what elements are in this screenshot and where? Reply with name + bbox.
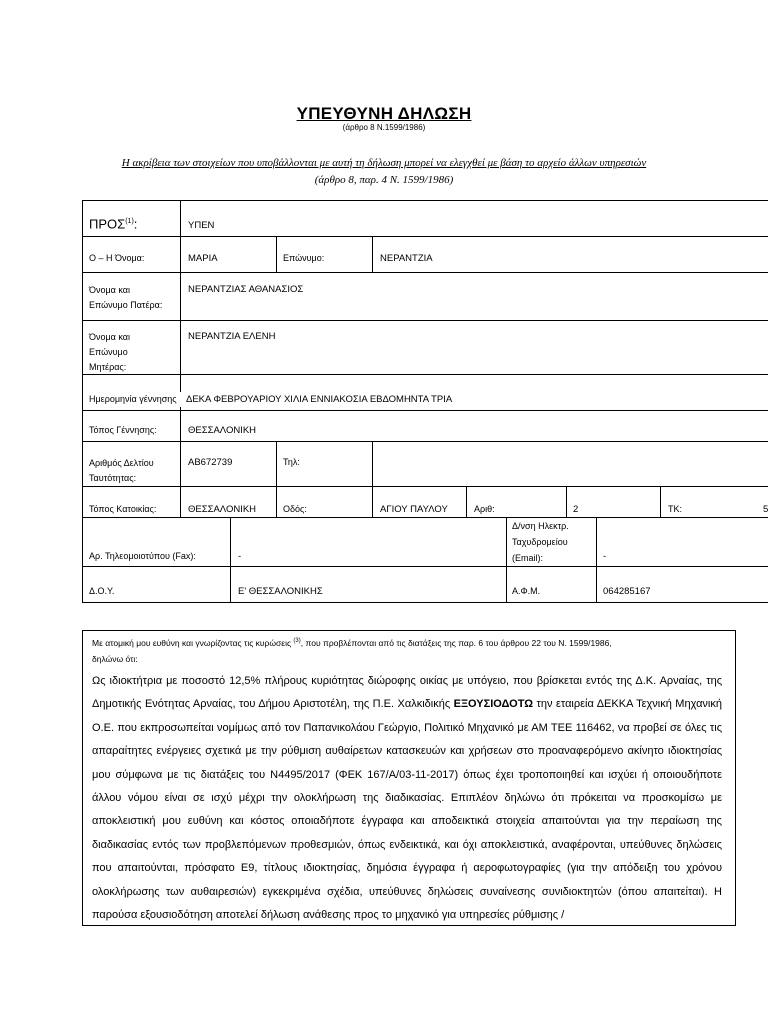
table-line bbox=[82, 320, 768, 321]
verification-notice: Η ακρίβεια των στοιχείων που υποβάλλονται με αυτή τη δήλωση μπορεί να ελεγχθεί με βάση το αρχείο άλλων υπηρεσιών bbox=[121, 157, 647, 169]
fax-value: - bbox=[238, 551, 242, 562]
first-name-value: ΜΑΡΙΑ bbox=[188, 253, 218, 264]
last-name-label: Επώνυμο: bbox=[283, 253, 325, 263]
table-line bbox=[82, 566, 768, 567]
declaration-intro-line2: δηλώνω ότι: bbox=[92, 653, 138, 664]
last-name-value: ΝΕΡΑΝΤΖΙΑ bbox=[380, 253, 433, 264]
birth-place-label: Τόπος Γέννησης: bbox=[89, 425, 157, 435]
pros-label: ΠΡΟΣ$^{(1)}$: bbox=[89, 216, 138, 232]
declaration-intro-line1: Με ατομική μου ευθύνη και γνωρίζοντας τις κυρώσεις $^{(3)}$, που προβλέπονται από τις διατάξεις της παρ. 6 του άρθρου 22 του Ν. 1599/1986, bbox=[92, 637, 612, 648]
table-line bbox=[180, 200, 181, 517]
afm-value: 064285167 bbox=[603, 586, 651, 597]
postal-code-value: 5 bbox=[763, 504, 768, 515]
table-line bbox=[276, 441, 277, 517]
postal-code-label: ΤΚ: bbox=[668, 504, 683, 514]
number-label: Αριθ: bbox=[474, 504, 495, 514]
declaration-text: Ως ιδιοκτήτρια με ποσοστό 12,5% πλήρους κυριότητας διώροφης οικίας με υπόγειο, που βρίσκεται εντός της Δ.Κ. Αρναίας, της Δημοτικής Ενότητας Αρναίας, του Δήμου Αριστοτέλη, της Π.Ε. Χαλκιδικής ΕΞΟΥΣΙΟΔΟΤΩ την εταιρεία ΔΕΚΚΑ Τεχνική Μηχανική Ο.Ε. που εκπροσωπείται νομίμως από τον Παπανικολάου Γεώργιο, Πολιτικό Μηχανικό με ΑΜ ΤΕΕ 116462, να προβεί σε όλες τις απαραίτητες ενέργειες σχετικά με την ρύθμιση αυθαίρετων κατασκευών και χρήσεων στο προαναφερόμενο ακίνητο ιδιοκτησίας μου σύμφωνα με τις διατάξεις του Ν4495/2017 (ΦΕΚ 167/Α/03-11-2017) όπως έχει τροποποιηθεί και ισχύει ή οποιουδήποτε άλλου νόμου είναι σε ισχύ μέχρι την ολοκλήρωση της διαδικασίας. Επιπλέον δηλώνω ότι πρόκειται να προσκομίσω με αποκλειστική μου ευθύνη και κόστος οποιαδήποτε έγγραφα και αποδεικτικά στοιχεία απαιτούνται για την περαίωση της διαδικασίας εντός των προβλεπόμενων προθεσμιών, όπως ενδεικτικά, και όχι αποκλειστικά, αναφέρονται, υπεύθυνες δηλώσεις που απαιτούνται, πρόσφατο Ε9, τίτλους ιδιοκτησίας, δημόσια έγγραφα ή αεροφωτογραφίες (για την απόδειξη του χρόνου ολοκλήρωσης των αυθαιρεσιών) εγκεκριμένα σχέδια, υπεύθυνες δηλώσεις συναίνεσης συνιδιοκτητών (όπου απαιτείται). Η παρούσα εξουσιοδότηση αποτελεί δήλωση ανάθεσης προς το μηχανικό για υπηρεσίες ρύθμισης / bbox=[92, 675, 722, 922]
id-card-value: ΑΒ672739 bbox=[188, 457, 233, 468]
table-line bbox=[82, 602, 768, 603]
table-line bbox=[82, 486, 768, 487]
residence-value: ΘΕΣΣΑΛΟΝΙΚΗ bbox=[188, 504, 257, 515]
fax-label: Αρ. Τηλεομοιοτύπου (Fax): bbox=[89, 551, 196, 561]
residence-label: Τόπος Κατοικίας: bbox=[89, 504, 157, 514]
birth-place-value: ΘΕΣΣΑΛΟΝΙΚΗ bbox=[188, 425, 257, 436]
table-line bbox=[82, 410, 768, 411]
table-line bbox=[82, 200, 768, 201]
mother-value: ΝΕΡΑΝΤΖΙΑ ΕΛΕΝΗ bbox=[188, 331, 276, 342]
table-line bbox=[276, 236, 277, 272]
table-line bbox=[82, 200, 83, 602]
email-value: - bbox=[603, 551, 607, 562]
birth-date-label: Ημερομηνία γέννησης bbox=[89, 394, 177, 404]
email-label: Δ/νση Ηλεκτρ. Ταχυδρομείου (Email): bbox=[512, 521, 569, 563]
father-label: Όνομα και Επώνυμο Πατέρα: bbox=[89, 285, 163, 310]
doy-label: Δ.Ο.Υ. bbox=[89, 586, 115, 596]
doy-value: Ε' ΘΕΣΣΑΛΟΝΙΚΗΣ bbox=[238, 586, 323, 597]
id-card-label: Αριθμός Δελτίου Ταυτότητας: bbox=[89, 458, 154, 483]
table-line bbox=[82, 236, 768, 237]
table-line bbox=[82, 272, 768, 273]
street-value: ΑΓΙΟΥ ΠΑΥΛΟΥ bbox=[380, 504, 448, 515]
afm-label: Α.Φ.Μ. bbox=[512, 586, 541, 596]
document-subtitle: (άρθρο 8 Ν.1599/1986) bbox=[342, 123, 426, 132]
birth-date-value: ΔΕΚΑ ΦΕΒΡΟΥΑΡΙΟΥ ΧΙΛΙΑ ΕΝΝΙΑΚΟΣΙΑ ΕΒΔΟΜΗΝΤΑ ΤΡΙΑ bbox=[180, 392, 452, 407]
street-label: Οδός: bbox=[283, 504, 307, 514]
document-title: ΥΠΕΥΘΥΝΗ ΔΗΛΩΣΗ bbox=[296, 104, 472, 123]
table-line bbox=[82, 374, 768, 375]
verification-notice-reference: (άρθρο 8, παρ. 4 Ν. 1599/1986) bbox=[314, 174, 454, 186]
table-line bbox=[372, 236, 373, 272]
mother-label: Όνομα και Επώνυμο Μητέρας: bbox=[89, 332, 130, 372]
pros-value: ΥΠΕΝ bbox=[188, 220, 215, 231]
number-value: 2 bbox=[573, 504, 579, 515]
table-line bbox=[506, 517, 507, 602]
table-line bbox=[82, 441, 768, 442]
table-line bbox=[372, 441, 373, 517]
father-value: ΝΕΡΑΝΤΖΙΑΣ ΑΘΑΝΑΣΙΟΣ bbox=[188, 284, 304, 295]
table-line bbox=[566, 486, 567, 517]
declaration-intro bbox=[92, 633, 722, 667]
table-line bbox=[596, 517, 597, 602]
table-line bbox=[466, 486, 467, 517]
table-line bbox=[230, 517, 231, 602]
first-name-label: Ο – Η Όνομα: bbox=[89, 253, 145, 263]
table-line bbox=[660, 486, 661, 517]
phone-label: Τηλ: bbox=[283, 457, 300, 467]
table-line bbox=[82, 517, 768, 518]
